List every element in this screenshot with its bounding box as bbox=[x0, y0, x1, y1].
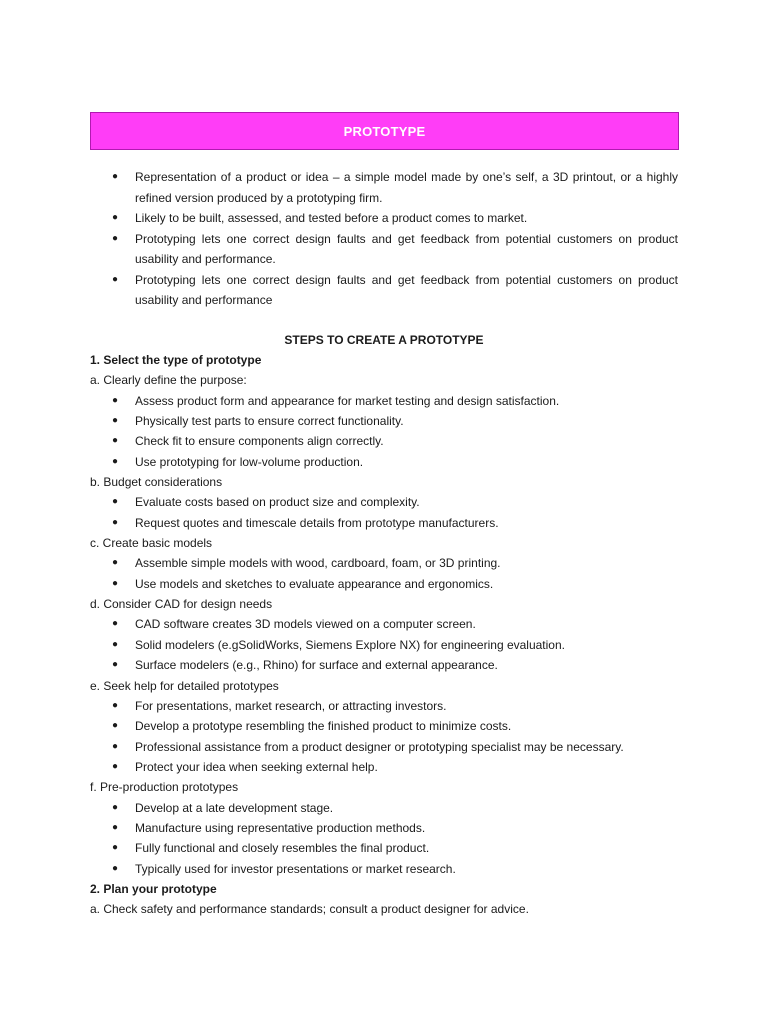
bullet-glyph: ● bbox=[112, 496, 119, 508]
list-item bbox=[90, 859, 690, 879]
intro-bullet-text: Prototyping lets one correct design faults and get feedback from potential customers on product usability and performance bbox=[135, 272, 678, 307]
line-text: Protect your idea when seeking external help. bbox=[135, 759, 378, 774]
intro-bullet-item bbox=[90, 229, 678, 270]
intro-bullet-item bbox=[90, 270, 678, 311]
steps-heading: STEPS TO CREATE A PROTOTYPE bbox=[284, 333, 484, 347]
list-item bbox=[90, 391, 690, 411]
bullet-glyph: ● bbox=[112, 455, 119, 467]
line-text: CAD software creates 3D models viewed on a computer screen. bbox=[135, 617, 476, 632]
line-text: a. Clearly define the purpose: bbox=[90, 373, 247, 388]
line-text: Request quotes and timescale details from prototype manufacturers. bbox=[135, 515, 499, 530]
bullet-glyph: ● bbox=[112, 273, 119, 285]
bullet-glyph: ● bbox=[112, 659, 119, 671]
list-item bbox=[90, 635, 690, 655]
line-text: c. Create basic models bbox=[90, 536, 213, 551]
bullet-glyph: ● bbox=[112, 842, 119, 854]
bullet-glyph: ● bbox=[112, 577, 119, 589]
list-item bbox=[90, 798, 690, 818]
list-item bbox=[90, 553, 690, 573]
line-text: 2. Plan your prototype bbox=[90, 881, 217, 896]
bullet-glyph: ● bbox=[112, 212, 119, 223]
list-item bbox=[90, 492, 690, 512]
bullet-glyph: ● bbox=[112, 821, 119, 833]
list-item bbox=[90, 614, 690, 634]
line-text: Typically used for investor presentations or market research. bbox=[135, 861, 456, 876]
bullet-glyph: ● bbox=[112, 699, 119, 711]
line-text: Assess product form and appearance for market testing and design satisfaction. bbox=[135, 393, 560, 408]
steps-body bbox=[90, 350, 690, 920]
bullet-glyph: ● bbox=[112, 862, 119, 874]
subsection-heading bbox=[90, 594, 690, 614]
line-text: Physically test parts to ensure correct functionality. bbox=[135, 414, 404, 429]
line-text: Assemble simple models with wood, cardboard, foam, or 3D printing. bbox=[135, 556, 501, 571]
list-item bbox=[90, 655, 690, 675]
bullet-glyph: ● bbox=[112, 801, 119, 813]
line-text: 1. Select the type of prototype bbox=[90, 353, 262, 367]
list-item bbox=[90, 513, 690, 533]
list-item bbox=[90, 737, 690, 757]
list-item bbox=[90, 574, 690, 594]
list-item bbox=[90, 452, 690, 472]
line-text: d. Consider CAD for design needs bbox=[90, 597, 273, 612]
list-item bbox=[90, 818, 690, 838]
intro-bullet-text: Representation of a product or idea – a simple model made by one’s self, a 3D printout, or a highly refined version produced by a prototyping firm. bbox=[135, 170, 678, 205]
line-text: Fully functional and closely resembles the final product. bbox=[135, 841, 430, 856]
line-text: Develop at a late development stage. bbox=[135, 800, 334, 815]
section-heading bbox=[90, 350, 690, 370]
list-item bbox=[90, 838, 690, 858]
line-text: Develop a prototype resembling the finished product to minimize costs. bbox=[135, 719, 512, 734]
intro-bullet-text: Likely to be built, assessed, and tested before a product comes to market. bbox=[135, 211, 528, 225]
line-text: Use prototyping for low-volume production. bbox=[135, 454, 364, 469]
line-text: Professional assistance from a product designer or prototyping specialist may be necessary. bbox=[135, 739, 624, 754]
line-text: Surface modelers (e.g., Rhino) for surface and external appearance. bbox=[135, 658, 498, 673]
bullet-glyph: ● bbox=[112, 638, 119, 650]
intro-bullet-text: Prototyping lets one correct design faults and get feedback from potential customers on product usability and performance. bbox=[135, 231, 678, 266]
line-text: b. Budget considerations bbox=[90, 475, 223, 490]
list-item bbox=[90, 757, 690, 777]
subsection-heading bbox=[90, 899, 690, 919]
list-item bbox=[90, 716, 690, 736]
subsection-heading bbox=[90, 676, 690, 696]
subsection-heading bbox=[90, 370, 690, 390]
line-text: Manufacture using representative production methods. bbox=[135, 820, 426, 835]
line-text: Solid modelers (e.gSolidWorks, Siemens Explore NX) for engineering evaluation. bbox=[135, 637, 565, 652]
bullet-glyph: ● bbox=[112, 435, 119, 447]
line-text: f. Pre-production prototypes bbox=[90, 780, 239, 795]
subsection-heading bbox=[90, 472, 690, 492]
line-text: Evaluate costs based on product size and complexity. bbox=[135, 495, 420, 510]
line-text: a. Check safety and performance standards; consult a product designer for advice. bbox=[90, 902, 529, 917]
intro-bullet-list bbox=[90, 167, 678, 311]
subsection-heading bbox=[90, 777, 690, 797]
bullet-glyph: ● bbox=[112, 415, 119, 427]
title-banner bbox=[90, 112, 679, 150]
bullet-glyph: ● bbox=[112, 516, 119, 528]
bullet-glyph: ● bbox=[112, 394, 119, 406]
list-item bbox=[90, 696, 690, 716]
bullet-glyph: ● bbox=[112, 740, 119, 752]
line-text: Use models and sketches to evaluate appearance and ergonomics. bbox=[135, 576, 494, 591]
bullet-glyph: ● bbox=[112, 720, 119, 732]
bullet-glyph: ● bbox=[112, 232, 119, 244]
bullet-glyph: ● bbox=[112, 557, 119, 569]
intro-bullet-item bbox=[90, 208, 678, 229]
line-text: Check fit to ensure components align correctly. bbox=[135, 434, 384, 449]
line-text: For presentations, market research, or attracting investors. bbox=[135, 698, 447, 713]
section-heading bbox=[90, 879, 690, 899]
subsection-heading bbox=[90, 533, 690, 553]
bullet-glyph: ● bbox=[112, 171, 119, 182]
line-text: e. Seek help for detailed prototypes bbox=[90, 678, 279, 693]
bullet-glyph: ● bbox=[112, 618, 119, 630]
list-item bbox=[90, 431, 690, 451]
bullet-glyph: ● bbox=[112, 760, 119, 772]
intro-bullet-item bbox=[90, 167, 678, 208]
page-title: PROTOTYPE bbox=[343, 123, 426, 139]
list-item bbox=[90, 411, 690, 431]
